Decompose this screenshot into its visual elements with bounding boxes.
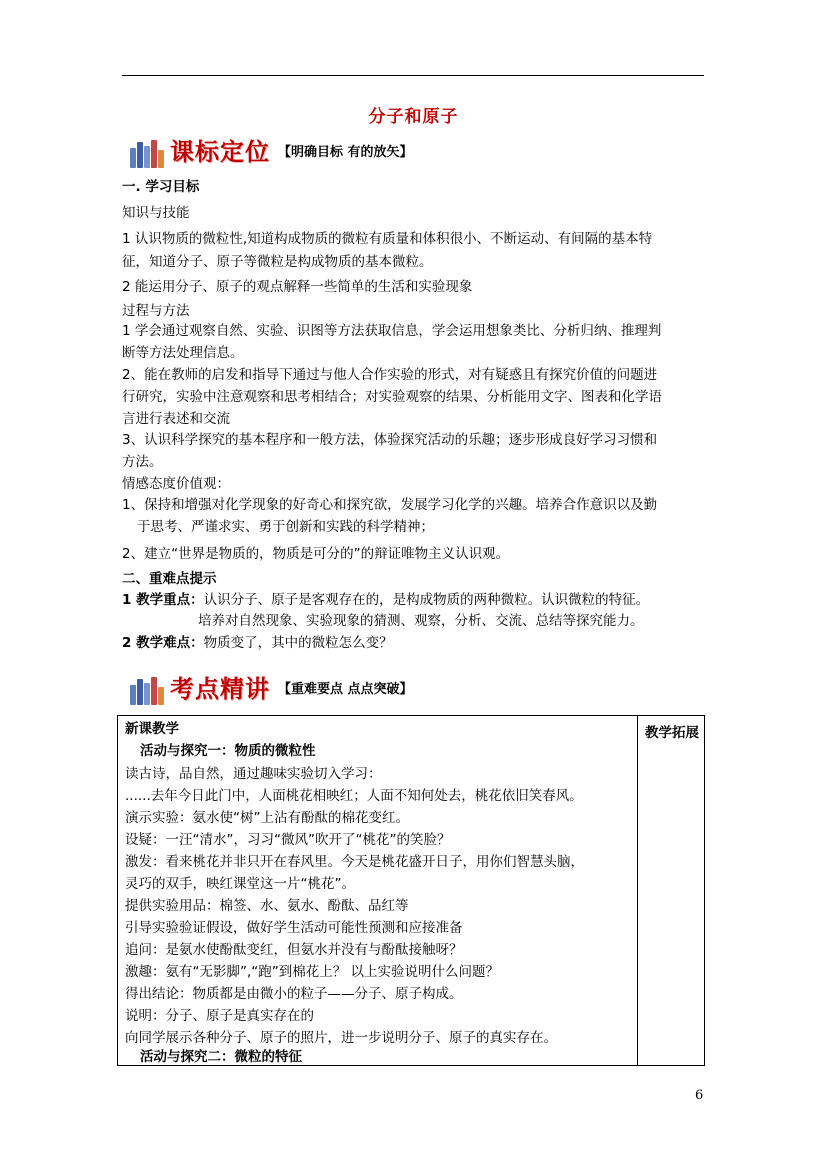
goal-text: 2、建立“世界是物质的，物质是可分的”的辩证唯物主义认识观。 (122, 546, 510, 562)
banner-heading: 课标定位 (170, 138, 270, 166)
column-header-extension: 教学拓展 (645, 725, 699, 741)
table-row: 演示实验：氨水使“树”上沾有酚酞的棉花变红。 (125, 810, 409, 826)
goal-text: 断等方法处理信息。 (122, 345, 244, 361)
table-row: 激趣：氨有“无影脚”,“跑”到棉花上？ 以上实验说明什么问题？ (125, 964, 500, 980)
header-rule (122, 75, 704, 76)
goal-text: 征，知道分子、原子等微粒是构成物质的基本微粒。 (122, 254, 433, 270)
table-row: 灵巧的双手，映红课堂这一片“桃花”。 (125, 876, 355, 892)
goal-text: 2 能运用分子、原子的观点解释一些简单的生活和实验现象 (122, 279, 473, 295)
banner-tag: 【明确目标 有的放矢】 (278, 145, 413, 160)
page-number: 6 (695, 1088, 704, 1103)
banner-tag: 【重难要点 点点突破】 (278, 682, 413, 697)
goal-text: 行研究，实验中注意观察和思考相结合；对实验观察的结果、分析能用文字、图表和化学语 (122, 389, 662, 405)
teaching-difficulty (122, 634, 393, 652)
teaching-focus (122, 591, 649, 609)
table-row: 读古诗，品自然，通过趣味实验切入学习： (125, 766, 382, 782)
banner-heading: 考点精讲 (170, 675, 270, 703)
document-title: 分子和原子 (368, 107, 459, 127)
goal-text: 2、能在教师的启发和指导下通过与他人合作实验的形式，对有疑惑且有探究价值的问题进 (122, 367, 658, 383)
focus-text-continued: 培养对自然现象、实验现象的猜测、观察，分析、交流、总结等探究能力。 (198, 613, 644, 629)
goal-text: 于思考、严谨求实、勇于创新和实践的科学精神； (137, 519, 434, 535)
lesson-table (117, 715, 705, 1066)
table-row: 向同学展示各种分子、原子的照片，进一步说明分子、原子的真实存在。 (125, 1030, 557, 1046)
banner-curriculum-positioning (130, 136, 450, 172)
goal-text: 言进行表述和交流 (122, 411, 230, 427)
table-row: 提供实验用品：棉签、水、氨水、酚酞、品红等 (125, 898, 409, 914)
goal-text: 1 学会通过观察自然、实验、识图等方法获取信息，学会运用想象类比、分析归纳、推理判 (122, 323, 662, 339)
table-row: 激发：看来桃花并非只开在春风里。今天是桃花盛开日子，用你们智慧头脑， (125, 854, 584, 870)
focus-label: 1 教学重点： (122, 592, 204, 608)
goal-text: 1、保持和增强对化学现象的好奇心和探究欲，发展学习化学的兴趣。培养合作意识以及勤 (122, 497, 658, 513)
difficulty-text: 物质变了，其中的微粒怎么变？ (203, 635, 393, 651)
goal-text: 3、认识科学探究的基本程序和一般方法，体验探究活动的乐趣；逐步形成良好学习习惯和 (122, 432, 658, 448)
subheading-process: 过程与方法 (122, 303, 190, 319)
table-row: 引导实验验证假设，做好学生活动可能性预测和应接准备 (125, 920, 463, 936)
books-icon (130, 677, 164, 705)
table-row: 说明：分子、原子是真实存在的 (125, 1008, 314, 1024)
subheading-knowledge: 知识与技能 (122, 205, 190, 221)
banner-key-points (130, 673, 450, 709)
goal-text: 方法。 (122, 454, 163, 470)
subheading-attitude: 情感态度价值观： (122, 476, 230, 492)
section-heading-key-points: 二、重难点提示 (122, 571, 217, 587)
table-row: 追问：是氨水使酚酞变红，但氨水并没有与酚酞接触呀？ (125, 942, 463, 958)
activity-heading: 活动与探究一：物质的微粒性 (140, 743, 316, 759)
focus-text: 认识分子、原子是客观存在的，是构成物质的两种微粒。认识微粒的特征。 (203, 592, 650, 608)
section-heading-goals: 一. 学习目标 (122, 179, 200, 195)
table-row: 得出结论：物质都是由微小的粒子——分子、原子构成。 (125, 986, 463, 1002)
table-row: ......去年今日此门中，人面桃花相映红；人面不知何处去，桃花依旧笑春风。 (125, 788, 583, 804)
activity-heading: 活动与探究二：微粒的特征 (140, 1049, 302, 1065)
column-header-main: 新课教学 (125, 721, 179, 737)
column-divider (637, 716, 638, 1065)
difficulty-label: 2 教学难点： (122, 635, 204, 651)
goal-text: 1 认识物质的微粒性,知道构成物质的微粒有质量和体积很小、不断运动、有间隔的基本特 (122, 231, 653, 247)
books-icon (130, 140, 164, 168)
table-row: 设疑：一汪“清水”，习习“微风”吹开了“桃花”的笑脸？ (125, 832, 451, 848)
